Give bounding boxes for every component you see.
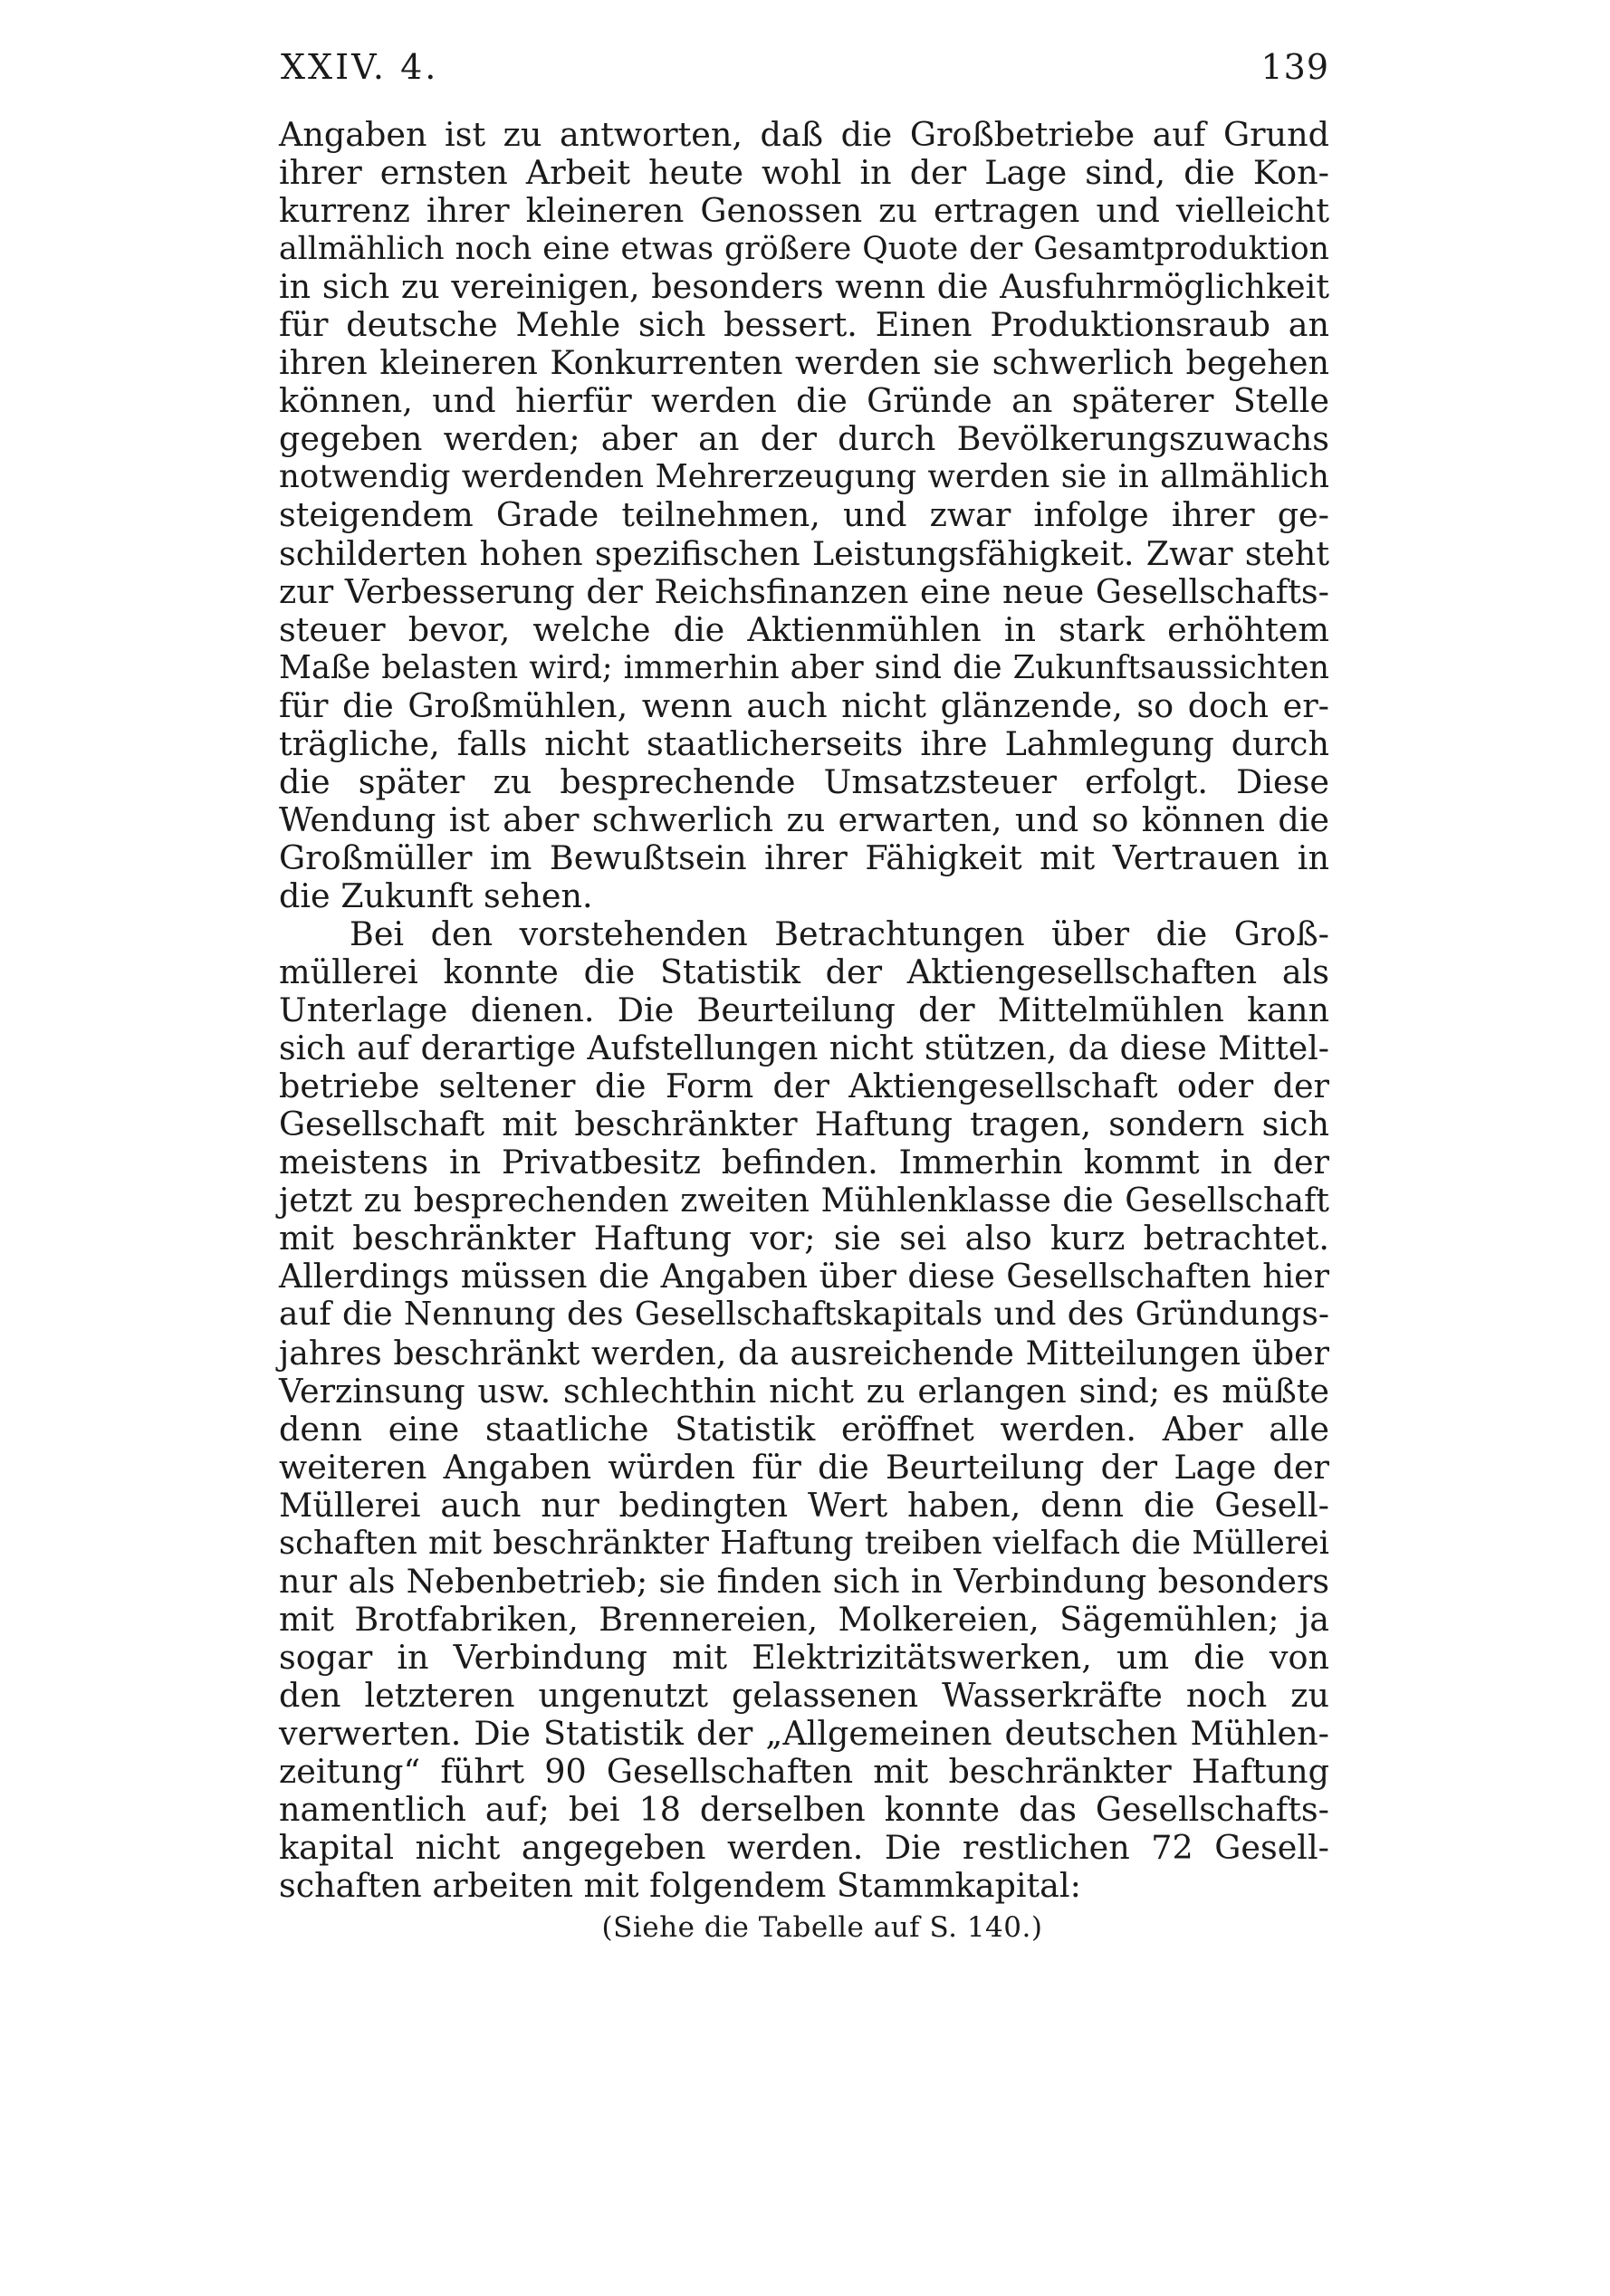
text-line: Wendung ist aber schwerlich zu erwarten, und so können die xyxy=(279,799,1329,839)
text-line: Angaben ist zu antworten, daß die Großbetriebe auf Grund xyxy=(279,115,1329,154)
text-line: in sich zu vereinigen, besonders wenn die Ausfuhrmöglichkeit xyxy=(279,267,1329,307)
text-line: namentlich auf; bei 18 derselben konnte das Gesellschafts- xyxy=(279,1790,1329,1830)
text-line: Unterlage dienen. Die Beurteilung der Mittelmühlen kann xyxy=(279,990,1329,1030)
text-line: Verzinsung usw. schlechthin nicht zu erlangen sind; es müßte xyxy=(279,1371,1329,1411)
text-line: die Zukunft sehen. xyxy=(279,875,593,915)
text-line: steigendem Grade teilnehmen, und zwar infolge ihrer ge- xyxy=(279,495,1329,535)
text-line: Allerdings müssen die Angaben über diese Gesellschaften hier xyxy=(279,1257,1329,1296)
text-line: ihren kleineren Konkurrenten werden sie schwerlich begehen xyxy=(279,343,1329,383)
text-line: zur Verbesserung der Reichsfinanzen eine neue Gesellschafts- xyxy=(279,571,1329,611)
text-line: denn eine staatliche Statistik eröffnet werden. Aber alle xyxy=(279,1409,1329,1449)
text-line: mit beschränkter Haftung vor; sie sei also kurz betrachtet. xyxy=(279,1219,1329,1258)
text-line: kapital nicht angegeben werden. Die restlichen 72 Gesell- xyxy=(279,1828,1329,1868)
page-number: 139 xyxy=(1260,47,1329,87)
text-line: kurrenz ihrer kleineren Genossen zu ertragen und vielleicht xyxy=(279,191,1329,231)
text-line: meistens in Privatbesitz befinden. Immerhin kommt in der xyxy=(279,1143,1329,1182)
section-number: XXIV. 4. xyxy=(281,47,439,87)
text-line: Müllerei auch nur bedingten Wert haben, denn die Gesell- xyxy=(279,1485,1329,1525)
text-line: verwerten. Die Statistik der „Allgemeinen deutschen Mühlen- xyxy=(279,1713,1329,1753)
text-line: betriebe seltener die Form der Aktiengesellschaft oder der xyxy=(279,1067,1329,1106)
text-line: notwendig werdenden Mehrerzeugung werden sie in allmählich xyxy=(279,458,1329,496)
text-line: Bei den vorstehenden Betrachtungen über die Groß- xyxy=(350,914,1329,953)
text-line: Gesellschaft mit beschränkter Haftung tragen, sondern sich xyxy=(279,1105,1329,1144)
text-line: Maße belasten wird; immerhin aber sind die Zukunftsaussichten xyxy=(279,648,1329,686)
text-line: schaften mit beschränkter Haftung treiben vielfach die Müllerei xyxy=(279,1524,1329,1562)
table-reference-caption: (Siehe die Tabelle auf S. 140.) xyxy=(601,1911,1043,1945)
text-line: den letzteren ungenutzt gelassenen Wasserkräfte noch zu xyxy=(279,1675,1329,1715)
text-line: mit Brotfabriken, Brennereien, Molkereien, Sägemühlen; ja xyxy=(279,1599,1329,1639)
text-line: auf die Nennung des Gesellschaftskapitals und des Gründungs- xyxy=(279,1296,1329,1334)
book-page xyxy=(279,47,1329,1948)
text-line: gegeben werden; aber an der durch Bevölkerungszuwachs xyxy=(279,419,1329,459)
text-line: für deutsche Mehle sich bessert. Einen Produktionsraub an xyxy=(279,305,1329,345)
text-line: steuer bevor, welche die Aktienmühlen in stark erhöhtem xyxy=(279,609,1329,649)
text-line: jahres beschränkt werden, da ausreichende Mitteilungen über xyxy=(279,1333,1329,1373)
text-line: jetzt zu besprechenden zweiten Mühlenklasse die Gesellschaft xyxy=(279,1181,1329,1220)
paragraph-1 xyxy=(279,116,1329,915)
text-line: sogar in Verbindung mit Elektrizitätswerken, um die von xyxy=(279,1637,1329,1677)
text-line: zeitung“ führt 90 Gesellschaften mit beschränkter Haftung xyxy=(279,1752,1329,1792)
text-line: müllerei konnte die Statistik der Aktiengesellschaften als xyxy=(279,952,1329,992)
text-line: Großmüller im Bewußtsein ihrer Fähigkeit mit Vertrauen in xyxy=(279,837,1329,877)
body-text xyxy=(279,116,1329,1948)
text-line: ihrer ernsten Arbeit heute wohl in der Lage sind, die Kon- xyxy=(279,153,1329,193)
text-line: allmählich noch eine etwas größere Quote der Gesamtproduktion xyxy=(279,231,1329,268)
paragraph-2 xyxy=(279,915,1329,1905)
text-line: nur als Nebenbetrieb; sie finden sich in Verbindung besonders xyxy=(279,1561,1329,1601)
text-line: weiteren Angaben würden für die Beurteilung der Lage der xyxy=(279,1447,1329,1487)
text-line: sich auf derartige Aufstellungen nicht stützen, da diese Mittel- xyxy=(279,1028,1329,1068)
text-line: schilderten hohen spezifischen Leistungsfähigkeit. Zwar steht xyxy=(279,533,1329,573)
text-line: für die Großmühlen, wenn auch nicht glänzende, so doch er- xyxy=(279,685,1329,725)
text-line: können, und hierfür werden die Gründe an späterer Stelle xyxy=(279,381,1329,421)
text-line: trägliche, falls nicht staatlicherseits ihre Lahmlegung durch xyxy=(279,723,1329,763)
text-line: schaften arbeiten mit folgendem Stammkapital: xyxy=(279,1866,1081,1906)
text-line: die später zu besprechende Umsatzsteuer erfolgt. Diese xyxy=(279,761,1329,801)
running-head xyxy=(279,47,1329,107)
